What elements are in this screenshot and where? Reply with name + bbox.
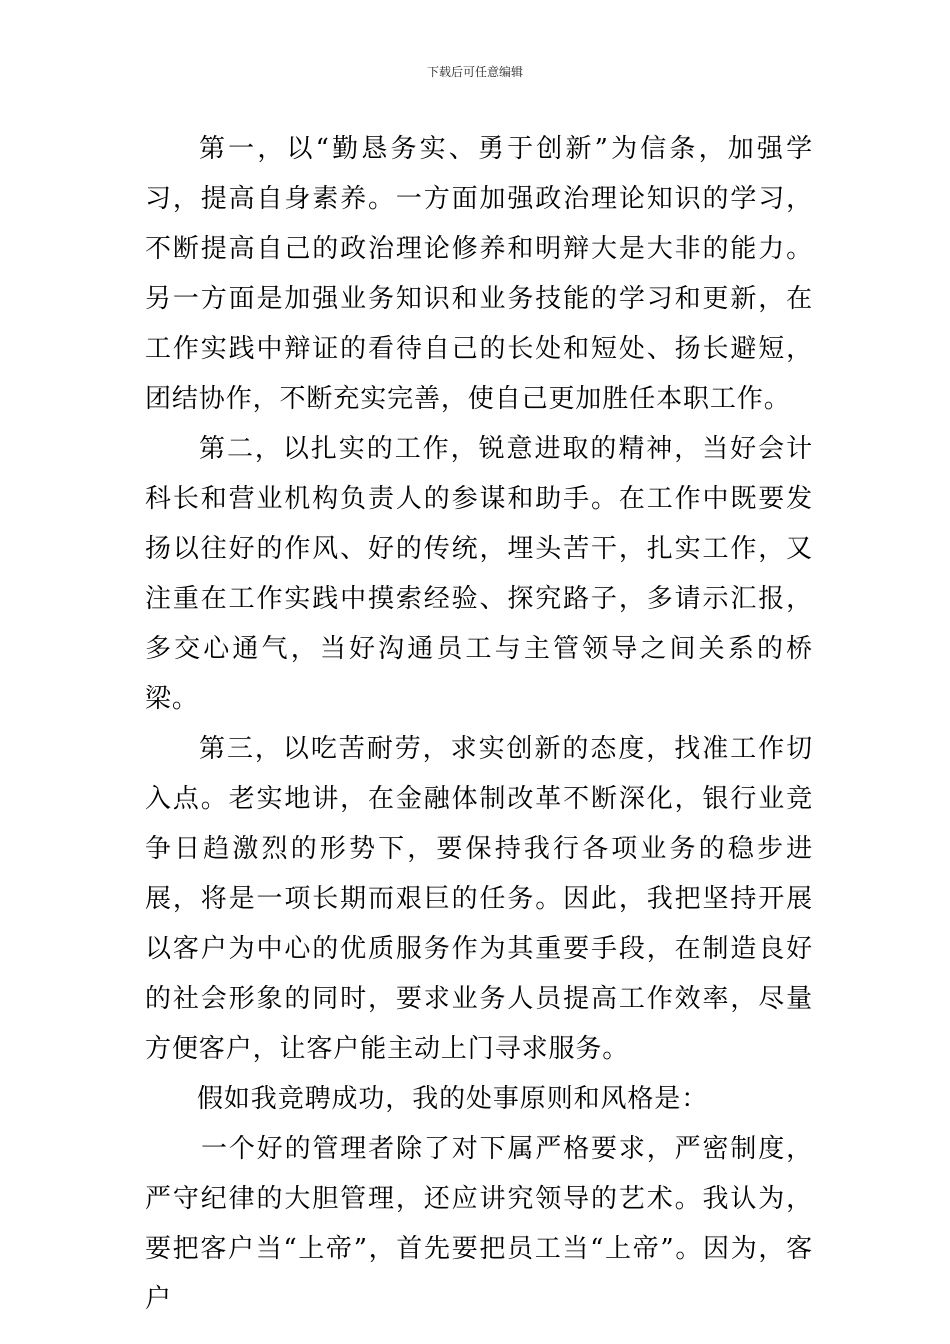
page-header: 下载后可任意编辑 <box>426 65 523 79</box>
paragraph-third: 第三，以吃苦耐劳，求实创新的态度，找准工作切入点。老实地讲，在金融体制改革不断深化，银行业竞争日趋激烈的形势下，要保持我行各项业务的稳步进展，将是一项长期而艰巨的任务。因此，我把坚持开展以客户为中心的优质服务作为其重要手段，在制造良好的社会形象的同时，要求业务人员提高工作效率，尽量方便客户，让客户能主动上门寻求服务。 <box>145 734 813 1064</box>
paragraph-second: 第二，以扎实的工作，锐意进取的精神，当好会计科长和营业机构负责人的参谋和助手。在工作中既要发扬以往好的作风、好的传统，埋头苦干，扎实工作，又注重在工作实践中摸索经验、探究路子，多请示汇报，多交心通气，当好沟通员工与主管领导之间关系的桥梁。 <box>145 434 813 714</box>
paragraph-first: 第一，以“勤恳务实、勇于创新”为信条，加强学习，提高自身素养。一方面加强政治理论知识的学习，不断提高自己的政治理论修养和明辩大是大非的能力。另一方面是加强业务知识和业务技能的学习和更新，在工作实践中辩证的看待自己的长处和短处、扬长避短，团结协作，不断充实完善，使自己更加胜任本职工作。 <box>145 134 813 414</box>
paragraph-principles-intro: 假如我竞聘成功，我的处事原则和风格是： <box>197 1084 709 1114</box>
paragraph-management: 一个好的管理者除了对下属严格要求，严密制度，严守纪律的大胆管理，还应讲究领导的艺术。我认为，要把客户当“上帝”，首先要把员工当“上帝”。因为，客户 <box>145 1134 813 1314</box>
document-body <box>145 124 813 1324</box>
